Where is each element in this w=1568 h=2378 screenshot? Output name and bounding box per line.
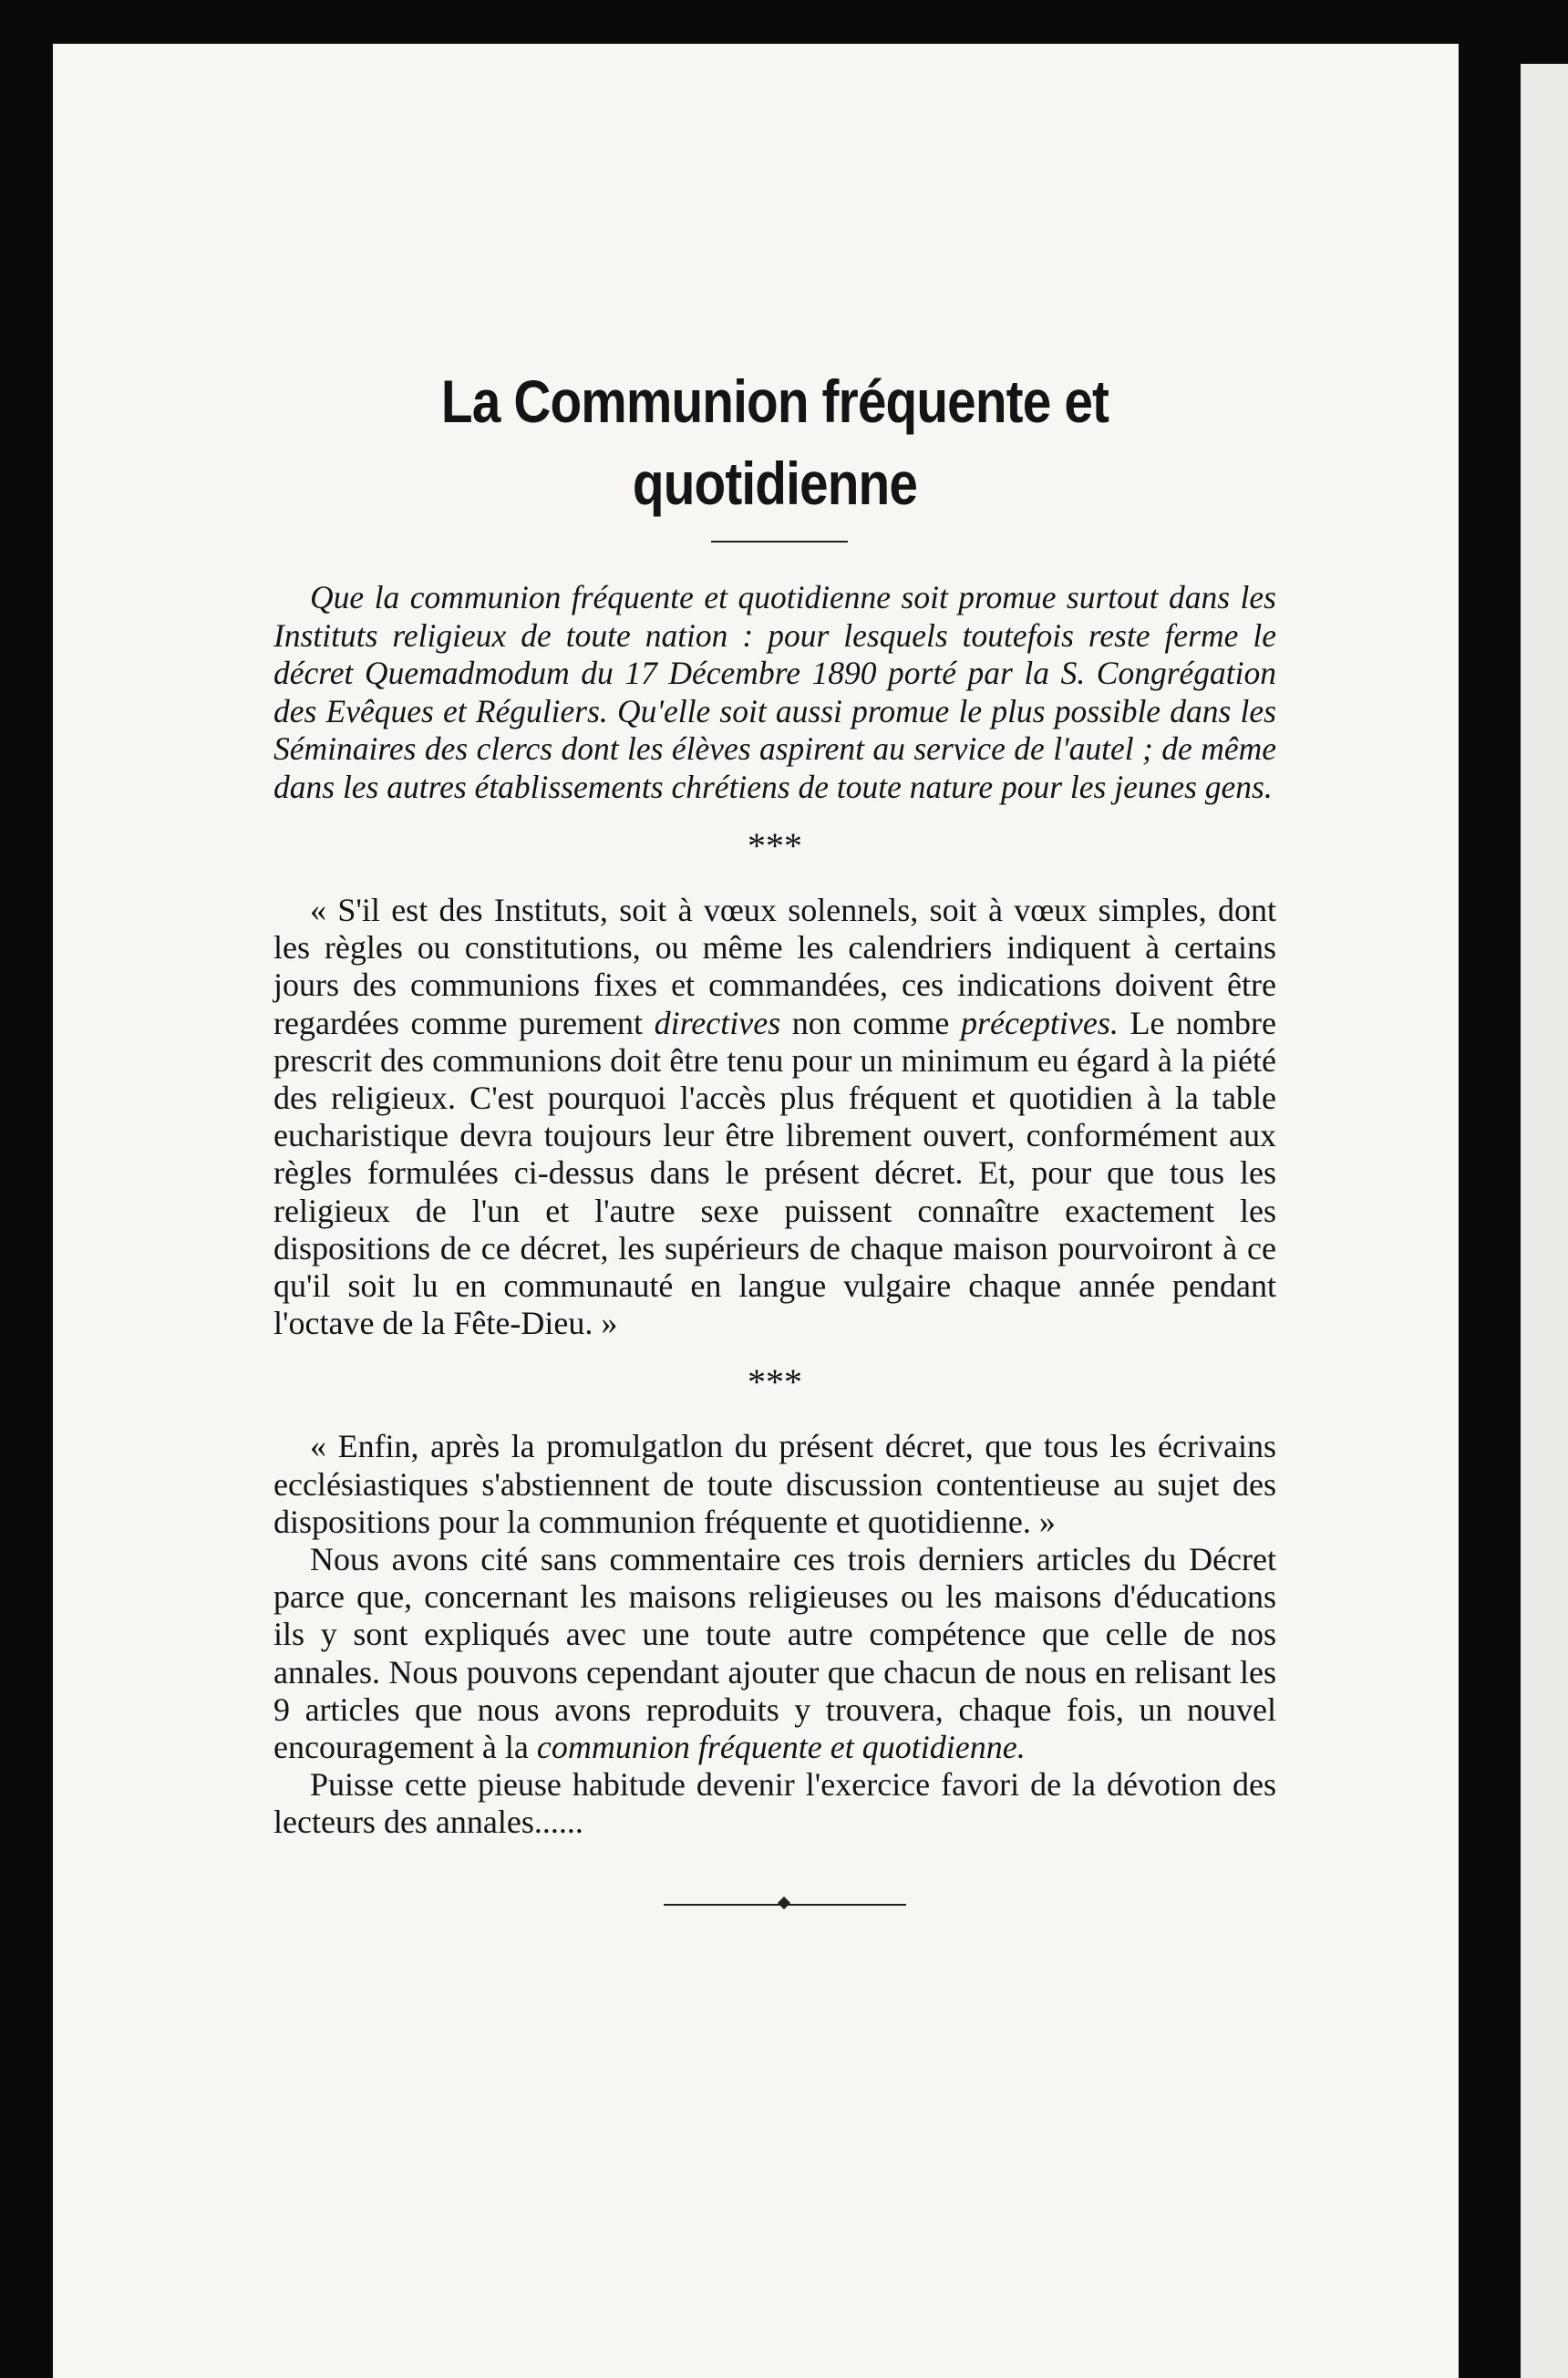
commentary-paragraph: [273, 1541, 1276, 1766]
quote1-part1: « S'il est des Instituts, soit à vœux solennels, soit à vœux simples, dont les règles ou constitutions, ou même les calendriers indiquent à certains jours des communions fixes et commandées, ces indications doivent être regardées comme purement: [273, 892, 1276, 1041]
title-rule: [711, 541, 848, 543]
asterism-glyph-2: ***: [748, 1361, 802, 1403]
quote1-part3: Le nombre prescrit des communions doit être tenu pour un minimum eu égard à la piété des religieux. C'est pourquoi l'accès plus fréquent et quotidien à la table eucharistique devra toujours leur être librement ouvert, conformément aux règles formulées ci-dessus dans le présent décret. Et, pour que tous les religieux de l'un et l'autre sexe puissent connaître exactement les dispositions de ce décret, les supérieurs de chaque maison pourvoiront à ce qu'il soit lu en communauté en langue vulgaire chaque année pendant l'octave de la Fête-Dieu. »: [273, 1004, 1276, 1342]
asterism-separator: [273, 825, 1276, 866]
closing-paragraph: Puisse cette pieuse habitude devenir l'exercice favori de la dévotion des lecteurs des annales......: [273, 1766, 1276, 1841]
quote1-part2: non comme: [780, 1004, 961, 1041]
commentary-text: Nous avons cité sans commentaire ces trois derniers articles du Décret parce que, concernant les maisons religieuses ou les maisons d'éducations ils y sont expliqués avec une toute autre compétence que celle de nos annales. Nous pouvons cependant ajouter que chacun de nous en relisant les 9 articles que nous avons reproduits y trouvera, chaque fois, un nouvel encouragement à la: [273, 1541, 1276, 1766]
page-title: La Communion fréquente et quotidienne: [440, 367, 1109, 517]
intro-paragraph: Que la communion fréquente et quotidienne soit promue surtout dans les Instituts religieux de toute nation : pour lesquels toutefois reste ferme le décret Quemadmodum du 17 Décembre 1890 porté par la S. Congrégation des Evêques et Réguliers. Qu'elle soit aussi promue le plus possible dans les Séminaires des clercs dont les élèves aspirent au service de l'autel ; de même dans les autres établissements chrétiens de toute nature pour les jeunes gens.: [273, 579, 1276, 805]
quote1-emphasis-1: directives: [654, 1004, 781, 1041]
commentary-emphasis: communion fréquente et quotidienne.: [536, 1729, 1026, 1766]
document-content: [273, 360, 1276, 1842]
next-page-edge: [1521, 64, 1568, 2378]
asterism-separator-2: [273, 1361, 1276, 1403]
quote1-emphasis-2: préceptives.: [960, 1004, 1119, 1041]
asterism-glyph: ***: [748, 825, 802, 866]
quote-paragraph-1: [273, 892, 1276, 1342]
quote-paragraph-2: « Enfin, après la promulgatlon du présent décret, que tous les écrivains ecclésiastiques s'abstiennent de toute discussion contentieuse au sujet des dispositions pour la communion fréquente et quotidienne. »: [273, 1428, 1276, 1540]
